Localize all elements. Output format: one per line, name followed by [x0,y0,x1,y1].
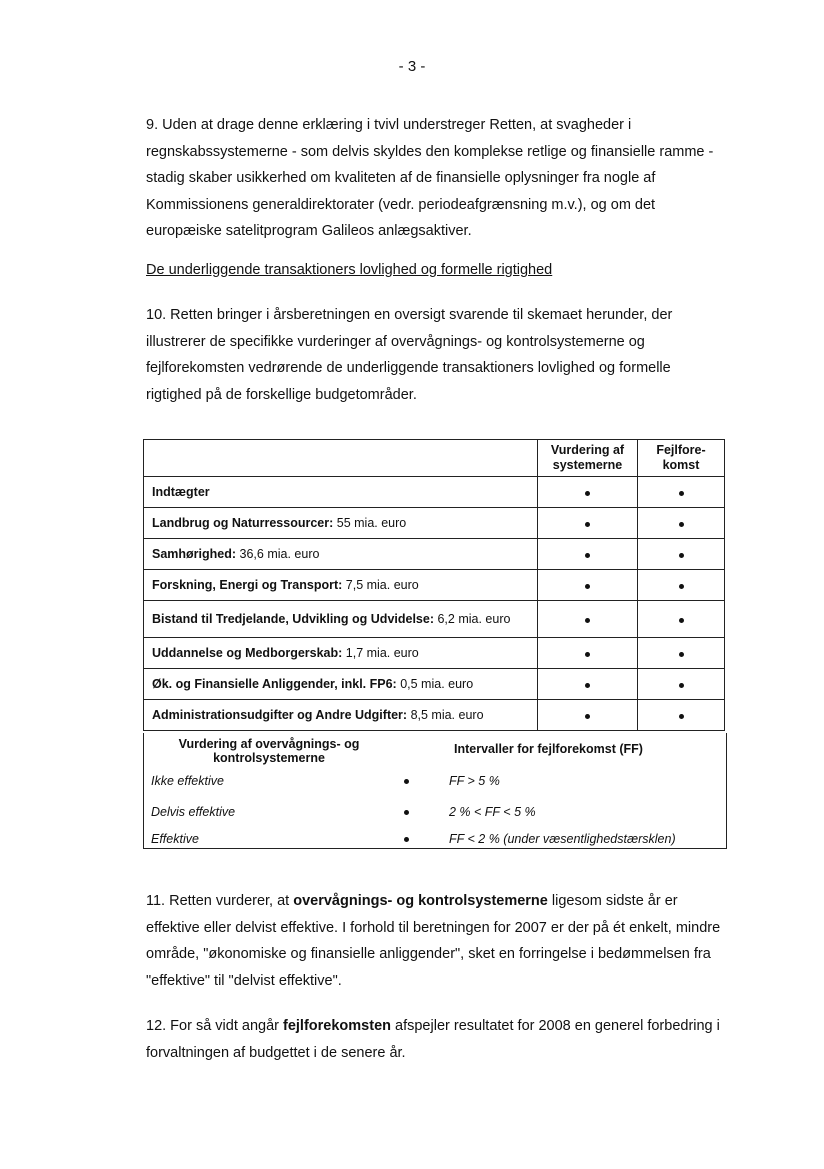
row-amount: 55 mia. euro [333,516,407,530]
header-empty [144,440,538,477]
error-cell [638,477,725,508]
legend-label: Ikke effektive [151,774,224,788]
row-amount: 8,5 mia. euro [407,708,484,722]
paragraph-12-emphasis: fejlforekomsten [283,1018,391,1034]
paragraph-10: 10. Retten bringer i årsberetningen en oversigt svarende til skemaet herunder, der illustrerer de specifikke vurderinger af overvågnings- og kontrolsystemerne og fejlforekomsten vedrørende de underliggende transaktioners lovlighed og formelle rigtighed på de forskellige budgetområder. [146,307,673,403]
error-cell [638,601,725,638]
row-amount: 1,7 mia. euro [342,646,419,660]
row-name: Uddannelse og Medborgerskab: [152,646,343,660]
row-label [144,477,538,508]
table-row [144,508,725,539]
bullet-icon [585,618,590,623]
row-amount: 36,6 mia. euro [236,547,320,561]
row-name: Øk. og Finansielle Anliggender, inkl. FP6: [152,677,397,691]
row-label [144,601,538,638]
table-row [144,700,725,731]
legend-range: FF < 2 % (under væsentlighedstærsklen) [449,832,676,846]
systems-cell [538,570,638,601]
bullet-icon [585,683,590,688]
row-amount: 6,2 mia. euro [434,612,511,626]
row-name: Administrationsudgifter og Andre Udgifter: [152,708,408,722]
bullet-icon [585,553,590,558]
row-name: Forskning, Energi og Transport: [152,578,343,592]
legend-range: FF > 5 % [449,774,500,788]
error-cell [638,700,725,731]
table-header-row [144,440,725,477]
bullet-icon [679,584,684,589]
paragraph-11-end: ligesom sidste år er effektive eller delvist effektive. I forhold til beretningen for 2007 er der på ét enkelt, mindre område, "økonomiske og finansielle anliggender", sket en forringelse i bedømmelsen fra "effektive" til "delvist effektive". [146,893,721,989]
bullet-icon [679,714,684,719]
row-name: Bistand til Tredjelande, Udvikling og Udvidelse: [152,612,434,626]
section-heading: De underliggende transaktioners lovlighed og formelle rigtighed [146,262,553,278]
legend-row [151,832,721,848]
legend-range: 2 % < FF < 5 % [449,805,536,819]
legend-title-systems: Vurdering af overvågnings- og kontrolsystemerne [178,737,360,765]
header-systems-assessment: Vurdering af systemerne [538,440,638,477]
table-row [144,539,725,570]
paragraph-12 [146,1013,726,1066]
error-cell [638,539,725,570]
error-cell [638,669,725,700]
bullet-icon [679,491,684,496]
legend-title-intervals: Intervaller for fejlforekomst (FF) [454,742,643,756]
bullet-icon [679,618,684,623]
page-number: - 3 - [398,58,426,75]
systems-cell [538,477,638,508]
row-name: Indtægter [152,485,210,499]
table-row [144,669,725,700]
legend-label: Delvis effektive [151,805,236,819]
table-legend [143,733,727,849]
row-amount: 0,5 mia. euro [396,677,474,691]
row-amount: 7,5 mia. euro [342,578,419,592]
bullet-icon [404,837,409,842]
systems-cell [538,638,638,669]
paragraph-11 [146,888,726,994]
row-label [144,638,538,669]
error-cell [638,570,725,601]
bullet-icon [679,553,684,558]
paragraph-12-end: afspejler resultatet for 2008 en generel forbedring i forvaltningen af budgettet i de senere år. [146,1018,720,1061]
row-label [144,669,538,700]
bullet-icon [585,522,590,527]
error-cell [638,638,725,669]
bullet-icon [679,683,684,688]
systems-cell [538,700,638,731]
legend-row [151,774,721,790]
error-cell [638,508,725,539]
legend-row [151,805,721,821]
table-row [144,570,725,601]
table-row [144,638,725,669]
assessment-table [143,439,725,731]
bullet-icon [679,652,684,657]
table-row [144,477,725,508]
paragraph-9: 9. Uden at drage denne erklæring i tvivl understreger Retten, at svagheder i regnskabssystemerne - som delvis skyldes den komplekse retlige og finansielle ramme - stadig skaber usikkerhed om kvaliteten af de finansielle oplysninger fra nogle af Kommissionens generaldirektorater (vedr. periodeafgrænsning m.v.), og om det europæiske satelitprogram Galileos anlægsaktiver. [146,117,714,239]
bullet-icon [585,652,590,657]
row-label [144,700,538,731]
legend-label: Effektive [151,832,199,846]
row-label [144,508,538,539]
bullet-icon [585,714,590,719]
systems-cell [538,601,638,638]
systems-cell [538,669,638,700]
bullet-icon [404,779,409,784]
bullet-icon [585,491,590,496]
paragraph-11-emphasis: overvågnings- og kontrolsystemerne [293,893,548,909]
row-name: Samhørighed: [152,547,237,561]
systems-cell [538,539,638,570]
bullet-icon [585,584,590,589]
paragraph-12-start: 12. For så vidt angår [146,1018,284,1034]
bullet-icon [679,522,684,527]
table-row [144,601,725,638]
systems-cell [538,508,638,539]
paragraph-11-start: 11. Retten vurderer, at [146,893,294,909]
header-error-rate: Fejlfore-komst [638,440,725,477]
row-label [144,539,538,570]
bullet-icon [404,810,409,815]
row-name: Landbrug og Naturressourcer: [152,516,334,530]
row-label [144,570,538,601]
